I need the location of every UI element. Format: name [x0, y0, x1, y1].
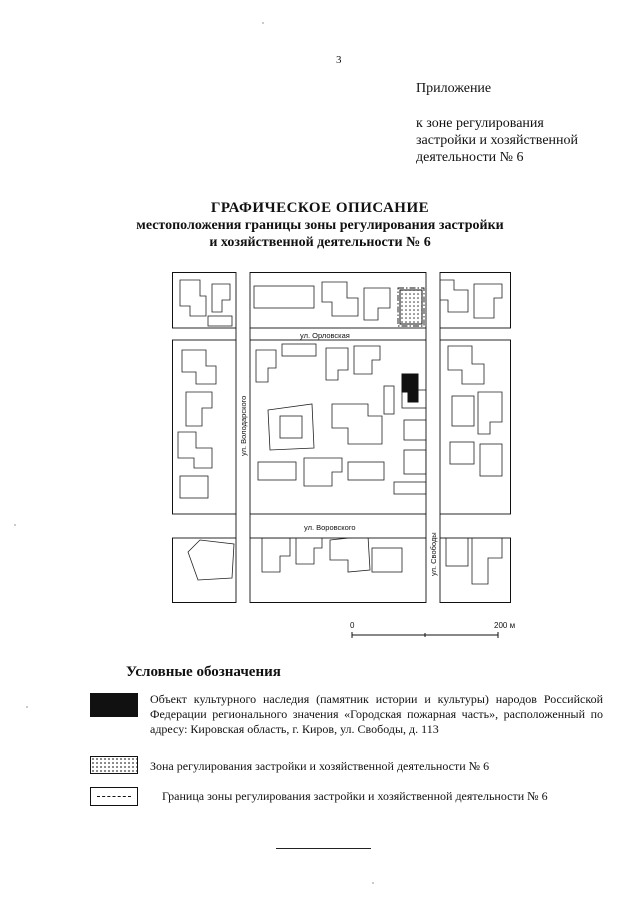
legend-text-heritage: Объект культурного наследия (памятник истории и культуры) народов Российской Федерации регионального значения «Городская пожарная часть», расположенный по адресу: Кировская область, г. Киров, ул. Свободы, д. 113	[150, 692, 603, 736]
document-subtitle	[0, 217, 640, 251]
scan-speck	[14, 524, 16, 526]
scale-end-label: 200 м	[494, 621, 516, 630]
site-plan-map	[172, 272, 511, 603]
scale-bar	[330, 616, 530, 646]
street-label-orlovskaya: ул. Орловская	[300, 331, 350, 340]
subtitle-line: и хозяйственной деятельности № 6	[209, 235, 431, 250]
legend-title: Условные обозначения	[126, 664, 281, 680]
regulation-zone-area	[400, 290, 422, 324]
map-frame	[173, 273, 511, 603]
footer-rule	[276, 848, 371, 849]
appendix-block	[416, 80, 578, 166]
appendix-line: к зоне регулирования	[416, 116, 544, 131]
dash-line-icon	[97, 796, 131, 797]
legend-symbol-border	[90, 787, 138, 806]
page-number: 3	[336, 54, 342, 66]
legend-text-zone: Зона регулирования застройки и хозяйственной деятельности № 6	[150, 759, 490, 773]
subtitle-line: местоположения границы зоны регулирования застройки	[136, 218, 504, 233]
appendix-line: деятельности № 6	[416, 150, 524, 165]
street-label-vorovskogo: ул. Воровского	[304, 523, 356, 532]
street-label-svobody: ул. Свободы	[429, 532, 438, 576]
scan-speck	[372, 882, 374, 884]
scan-speck	[26, 706, 28, 708]
document-title: ГРАФИЧЕСКОЕ ОПИСАНИЕ	[210, 200, 430, 216]
street-label-volodarskogo: ул. Володарского	[239, 395, 248, 456]
appendix-line: застройки и хозяйственной	[416, 133, 579, 148]
legend-symbol-heritage	[90, 693, 138, 717]
scale-start-label: 0	[350, 621, 355, 630]
scan-speck	[262, 22, 264, 24]
legend-text-border: Граница зоны регулирования застройки и хозяйственной деятельности № 6	[162, 789, 548, 803]
legend-symbol-zone	[90, 756, 138, 774]
appendix-heading: Приложение	[416, 81, 492, 96]
